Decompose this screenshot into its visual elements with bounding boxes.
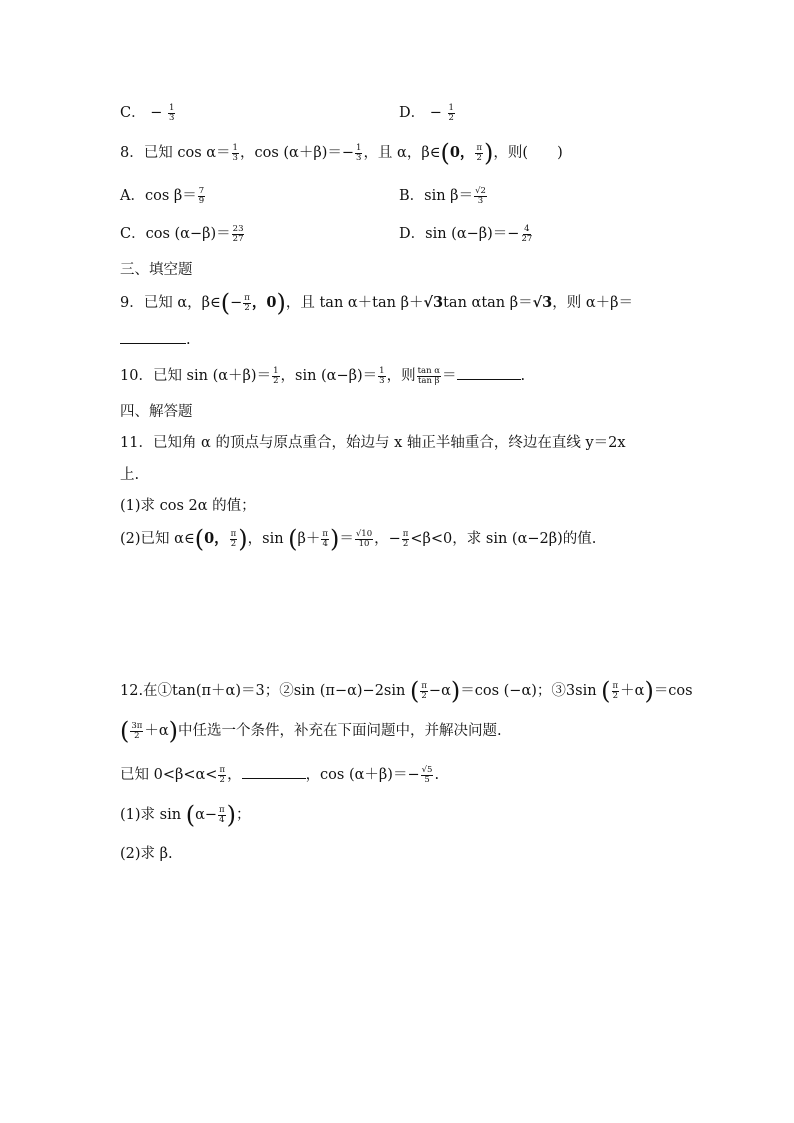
- interval-start: 0，: [449, 144, 475, 161]
- question-11-line-2: 上.: [120, 467, 140, 483]
- question-9: 9．已知 α，β∈(− $\frac{\pi}{2}$ ，0)，且 tan α＋tan β＋√3tan αtan β＝√3，则 α＋β＝: [120, 289, 634, 317]
- question-12-line-2: ( $\frac{3\pi}{2}$ ＋α)中任选一个条件，补充在下面问题中，并解决问题.: [120, 717, 502, 745]
- sign: −: [429, 105, 442, 121]
- question-text: 12.在①tan(π＋α)＝3；②sin (π−α)−2sin: [120, 683, 410, 699]
- sign: −: [150, 105, 163, 121]
- option-c-q7: [120, 101, 176, 122]
- interval-start: 0，: [204, 530, 229, 547]
- question-number: 10．: [120, 368, 153, 384]
- question-text: ，sin (α−β)＝: [280, 368, 378, 384]
- question-text: ＝cos: [653, 683, 693, 699]
- answer-blank-line-q9: [120, 331, 191, 348]
- question-text: ；: [235, 807, 251, 823]
- option-text: sin β＝: [424, 188, 474, 204]
- sqrt-3: √3: [423, 294, 444, 311]
- option-label: B．: [399, 188, 425, 204]
- option-d-q8: D．sin (α−β)＝− $\frac{4}{27}$: [399, 223, 533, 244]
- option-label: D．: [399, 226, 426, 242]
- option-label: C．: [120, 105, 146, 121]
- question-text: ＋α: [620, 683, 645, 699]
- option-d-q7: [399, 101, 456, 122]
- period: .: [520, 368, 526, 384]
- question-text: 已知 0<β<α<: [120, 767, 218, 783]
- option-label: D．: [399, 105, 426, 121]
- question-text: ，则: [386, 368, 416, 384]
- question-text: ，cos (α＋β)＝−: [305, 767, 420, 783]
- question-text: 已知 α，β∈: [143, 295, 221, 311]
- question-11-line-1: 11．已知角 α 的顶点与原点重合，始边与 x 轴正半轴重合，终边在直线 y＝2x: [120, 435, 626, 451]
- question-text: ＝: [442, 368, 457, 384]
- option-text: sin (α−β)＝−: [425, 226, 520, 242]
- question-12-line-1: 12.在①tan(π＋α)＝3；②sin (π−α)−2sin ( $\frac{\pi}{2}$ −α)＝cos (−α)；③3sin ( $\frac{\pi}{2}$ ＋α)＝cos: [120, 677, 693, 705]
- question-text: 已知 sin (α＋β)＝: [152, 368, 272, 384]
- left-paren: (: [440, 139, 450, 167]
- question-number: 9．: [120, 295, 144, 311]
- question-12-part-2: (2)求 β.: [120, 846, 173, 862]
- option-text: cos β＝: [144, 188, 197, 204]
- option-a-q8: A．cos β＝ $\frac{7}{9}$: [120, 185, 205, 206]
- question-8: 8．已知 cos α＝ $\frac{1}{3}$ ，cos (α＋β)＝− $\frac{1}{3}$ ，且 α，β∈(0， $\frac{\pi}{2}$ )，则( ): [120, 139, 563, 167]
- question-text: (1)求 sin: [120, 807, 186, 823]
- answer-blank[interactable]: [242, 766, 306, 779]
- answer-blank[interactable]: [120, 331, 186, 344]
- question-text: −α: [428, 683, 451, 699]
- question-text: <β<0，求 sin (α−2β)的值.: [410, 531, 597, 547]
- question-text: ，−: [374, 531, 401, 547]
- question-text: ＝: [339, 531, 354, 547]
- option-text: cos (α−β)＝: [145, 226, 231, 242]
- question-11-part-2: (2)已知 α∈(0， $\frac{\pi}{2}$ )，sin (β＋ $\frac{\pi}{4}$ )＝ $\frac{√10}{10}$ ，− $\frac{\pi}{2}$ <β<0，求 sin (α−2β)的值.: [120, 525, 597, 553]
- sqrt-3: √3: [532, 294, 553, 311]
- interval-end: ，0: [251, 294, 277, 311]
- question-text: β＋: [297, 531, 321, 547]
- question-text: ，sin: [247, 531, 289, 547]
- question-text: α−: [195, 807, 218, 823]
- answer-blank[interactable]: [457, 367, 521, 380]
- question-text: ，且 tan α＋tan β＋: [285, 295, 424, 311]
- section-heading-fill-in: 三、填空题: [120, 262, 193, 278]
- question-number: 8．: [120, 145, 144, 161]
- question-text: 已知 cos α＝: [143, 145, 231, 161]
- question-text: ，则 α＋β＝: [552, 295, 634, 311]
- period: .: [186, 332, 191, 348]
- section-heading-answer: 四、解答题: [120, 404, 193, 420]
- right-paren: ): [484, 139, 494, 167]
- period: .: [434, 767, 440, 783]
- fraction: $\frac{1}{2}$: [448, 102, 454, 123]
- option-c-q8: C．cos (α−β)＝ $\frac{23}{27}$: [120, 223, 244, 244]
- question-text: ＋α: [144, 723, 169, 739]
- option-label: A．: [120, 188, 145, 204]
- question-text: ，: [227, 767, 242, 783]
- question-text: 中任选一个条件，补充在下面问题中，并解决问题.: [178, 723, 502, 739]
- question-text: ，cos (α＋β)＝−: [239, 145, 355, 161]
- question-text: ＝cos (−α)；③3sin: [460, 683, 602, 699]
- question-text: ，且 α，β∈: [363, 145, 441, 161]
- question-text: (2)已知 α∈: [120, 531, 195, 547]
- option-b-q8: B．sin β＝ $\frac{√2}{3}$: [399, 185, 486, 206]
- question-text: ，则( ): [493, 145, 563, 161]
- option-label: C．: [120, 226, 146, 242]
- question-text: tan αtan β＝: [443, 295, 533, 311]
- question-12-line-3: 已知 0<β<α< $\frac{\pi}{2}$ ， ，cos (α＋β)＝− $\frac{√5}{5}$ .: [120, 764, 440, 785]
- fraction: $\frac{1}{3}$: [168, 102, 175, 123]
- question-12-part-1: (1)求 sin (α− $\frac{\pi}{4}$ )；: [120, 801, 251, 829]
- question-11-part-1: (1)求 cos 2α 的值；: [120, 498, 256, 514]
- sign: −: [230, 295, 243, 311]
- question-10: 10．已知 sin (α＋β)＝ $\frac{1}{2}$ ，sin (α−β)＝ $\frac{1}{3}$ ，则 $\frac{\text{tan α}}{\text{tan β}}$ ＝ .: [120, 365, 526, 386]
